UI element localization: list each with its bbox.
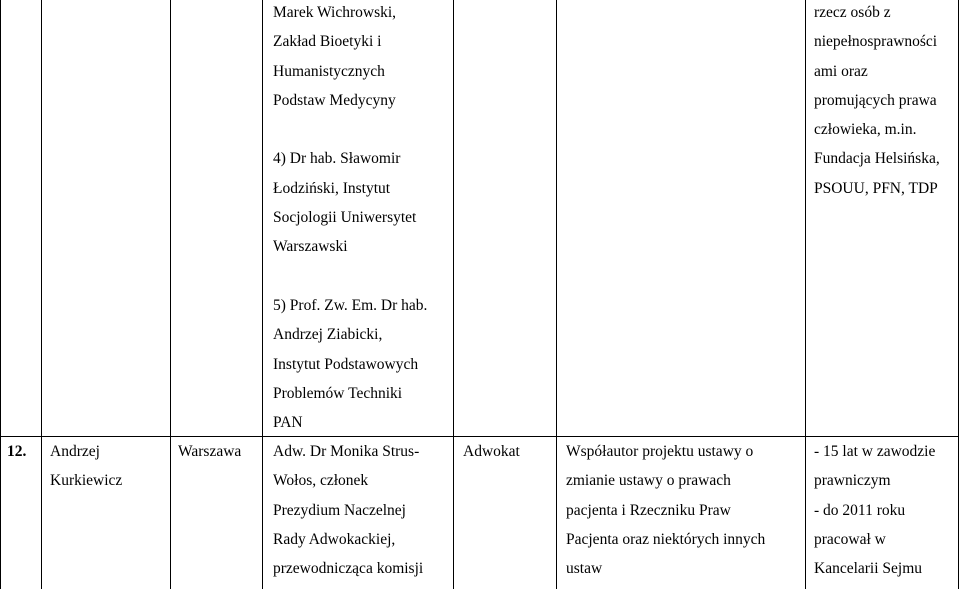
col-border-6 — [805, 0, 806, 589]
experience-line: pracował w — [814, 530, 886, 548]
members-line: Wołos, członek — [273, 472, 369, 490]
members-line: Rady Adwokackiej, — [273, 530, 396, 548]
members-line: Humanistycznych — [273, 62, 385, 80]
experience-line: prawniczym — [814, 472, 891, 490]
members-line: PAN — [273, 414, 303, 432]
experience-line: człowieka, m.in. — [814, 121, 917, 139]
members-line: Adw. Dr Monika Strus- — [273, 443, 420, 460]
members-line: Prezydium Naczelnej — [273, 501, 406, 519]
members-line: Andrzej Ziabicki, — [273, 326, 383, 344]
experience-line: rzecz osób z — [814, 4, 891, 21]
cell-city: Warszawa — [178, 443, 242, 460]
members-line: Warszawski — [273, 238, 348, 256]
col-border-1 — [41, 0, 42, 589]
members-line: Instytut Podstawowych — [273, 355, 419, 373]
col-border-4 — [453, 0, 454, 589]
projects-line: Pacjenta oraz niektórych innych — [566, 530, 766, 548]
members-line — [273, 262, 427, 291]
projects-line: zmianie ustawy o prawach — [566, 472, 731, 490]
col-border-7 — [958, 0, 959, 589]
members-line — [273, 115, 427, 144]
members-line: Podstaw Medycyny — [273, 91, 396, 109]
experience-line: Fundacja Helsińska, — [814, 150, 940, 168]
members-line: Zakład Bioetyki i — [273, 33, 382, 51]
experience-line: promujących prawa — [814, 91, 937, 109]
experience-line: - do 2011 roku — [814, 501, 906, 519]
members-line: 4) Dr hab. Sławomir — [273, 150, 401, 168]
experience-line: ami oraz — [814, 62, 868, 80]
col-border-2 — [170, 0, 171, 589]
projects-line: Współautor projektu ustawy o — [566, 443, 754, 460]
experience-line: niepełnosprawności — [814, 33, 938, 51]
projects-line: pacjenta i Rzeczniku Praw — [566, 501, 731, 519]
cell-name — [50, 437, 122, 496]
members-line: Problemów Techniki — [273, 384, 403, 402]
col-border-0 — [0, 0, 1, 589]
cell-members — [273, 437, 423, 583]
members-line: Marek Wichrowski, — [273, 4, 397, 21]
cell-projects — [566, 437, 765, 583]
cell-number: 12. — [7, 443, 27, 460]
members-line: Łodziński, Instytut — [273, 179, 391, 197]
cell-experience — [814, 437, 935, 583]
experience-line: - 15 lat w zawodzie — [814, 443, 936, 460]
name-line: Andrzej — [50, 443, 100, 460]
col-border-3 — [262, 0, 263, 589]
name-line: Kurkiewicz — [50, 472, 123, 490]
experience-line: PSOUU, PFN, TDP — [814, 179, 938, 197]
col-border-5 — [556, 0, 557, 589]
experience-line: Kancelarii Sejmu — [814, 560, 923, 578]
cell-members-prev — [273, 0, 427, 437]
cell-experience-prev — [814, 0, 940, 203]
members-line: przewodnicząca komisji — [273, 560, 424, 578]
cell-profession: Adwokat — [463, 443, 520, 460]
projects-line: ustaw — [566, 560, 603, 578]
members-line: 5) Prof. Zw. Em. Dr hab. — [273, 296, 428, 314]
members-line: Socjologii Uniwersytet — [273, 209, 417, 227]
